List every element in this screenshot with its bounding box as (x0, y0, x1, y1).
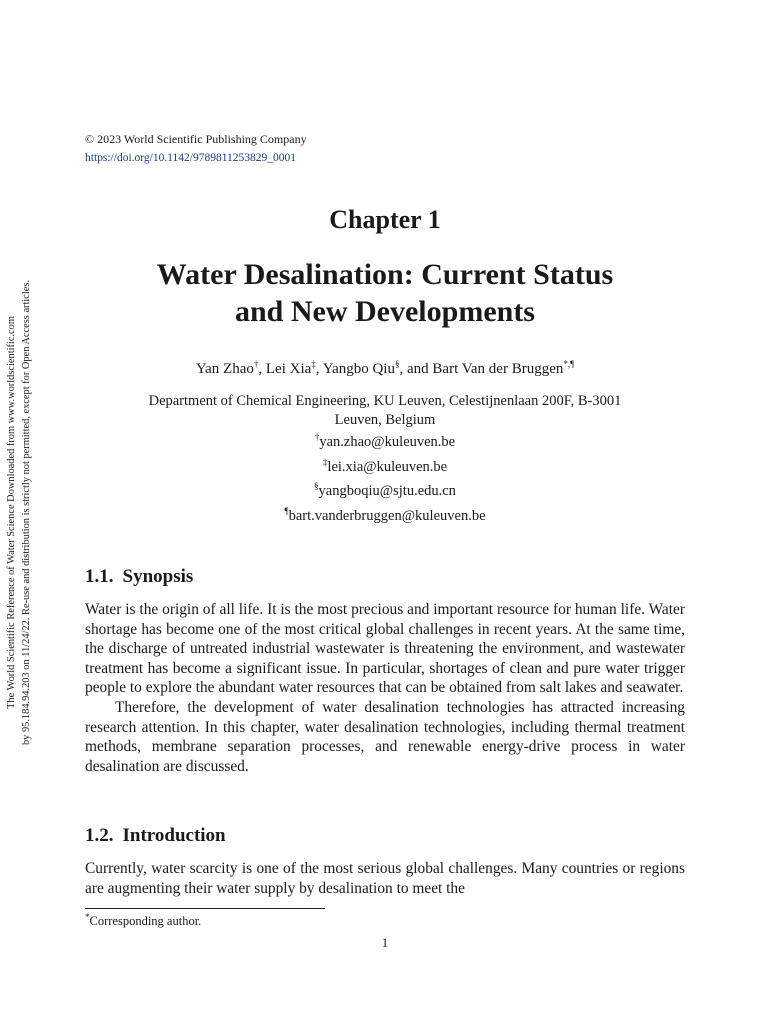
author-separator: , (258, 361, 266, 377)
chapter-title-line-1: Water Desalination: Current Status (156, 258, 614, 291)
synopsis-body (85, 600, 685, 776)
doi-link[interactable]: https://doi.org/10.1142/9789811253829_0001 (85, 152, 297, 164)
chapter-label: Chapter 1 (329, 205, 441, 234)
email-mark: ¶ (284, 505, 289, 516)
email-mark: † (314, 432, 320, 443)
section-number: 1.2. (85, 825, 114, 846)
download-notice (4, 240, 34, 785)
footnote-divider (85, 908, 325, 909)
download-notice-line-2: by 95.184.94.203 on 11/24/22. Re-use and distribution is strictly not permitted, except for Open Access articles. (21, 279, 32, 746)
section-heading-synopsis (85, 566, 193, 588)
footnote-text: Corresponding author. (89, 914, 202, 928)
chapter-title-line-2: and New Developments (235, 295, 535, 328)
section-title: Introduction (122, 825, 226, 846)
copyright-notice: © 2023 World Scientific Publishing Company (85, 132, 307, 146)
affiliation (85, 392, 685, 430)
author-mark: ‡ (311, 359, 316, 369)
email-item (85, 505, 685, 533)
email-item (85, 434, 685, 459)
download-notice-line-1: The World Scientific Reference of Water Science Downloaded from www.worldscientific.com (6, 316, 17, 709)
section-heading-introduction (85, 825, 226, 847)
email-mark: ‡ (322, 456, 328, 467)
paragraph: Therefore, the development of water desalination technologies has attracted increasing research attention. In this chapter, water desalination technologies, including thermal treatment methods, membrane separation processes, and renewable energy-drive process in water desalination are discussed. (85, 698, 685, 775)
email-item (85, 483, 685, 508)
footnote-mark: * (85, 911, 90, 922)
author-mark: *,¶ (563, 359, 575, 369)
introduction-body (85, 859, 685, 898)
affiliation-line-1: Department of Chemical Engineering, KU Leuven, Celestijnenlaan 200F, B-3001 (148, 393, 622, 409)
email-address[interactable]: yan.zhao@kuleuven.be (319, 434, 456, 450)
author-name: Bart Van der Bruggen (432, 361, 564, 377)
author-separator: , and (399, 361, 433, 377)
paragraph: Water is the origin of all life. It is the most precious and important resource for human life. Water shortage has become one of the most critical global challenges in recent years. At the same time, the discharge of untreated industrial wastewater is threatening the environment, and wastewater treatment has become a significant issue. In particular, shortages of clean and pure water trigger people to explore the abundant water resources that can be obtained from salt lakes and seawater. (85, 601, 685, 697)
section-title: Synopsis (122, 566, 194, 587)
footnote (85, 911, 202, 929)
page-number: 1 (381, 935, 389, 950)
email-address[interactable]: lei.xia@kuleuven.be (327, 458, 448, 475)
section-number: 1.1. (85, 566, 114, 587)
author-mark: § (394, 359, 400, 369)
chapter-title (85, 256, 685, 330)
email-item (85, 456, 685, 484)
author-separator: , (315, 361, 323, 377)
affiliation-line-2: Leuven, Belgium (334, 412, 436, 428)
author-list (85, 361, 685, 378)
author-mark: † (253, 359, 259, 369)
email-address[interactable]: bart.vanderbruggen@kuleuven.be (288, 507, 486, 524)
email-mark: § (314, 481, 319, 492)
author-name: Yan Zhao (195, 361, 254, 377)
email-address[interactable]: yangboqiu@sjtu.edu.cn (318, 483, 456, 499)
email-list (85, 434, 685, 532)
author-name: Yangbo Qiu (322, 361, 395, 377)
paragraph: Currently, water scarcity is one of the most serious global challenges. Many countries or regions are augmenting their water supply by desalination to meet the (85, 860, 685, 897)
author-name: Lei Xia (265, 361, 312, 377)
